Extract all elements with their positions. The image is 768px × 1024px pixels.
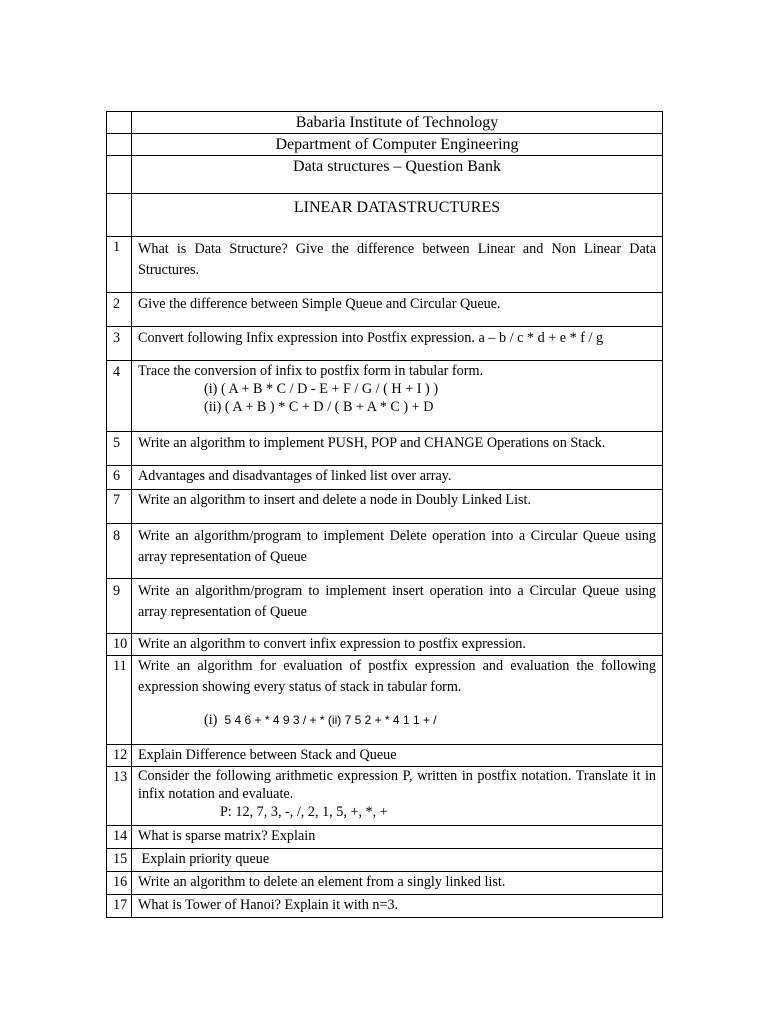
institute-name: Babaria Institute of Technology: [132, 112, 663, 134]
question-text: Explain Difference between Stack and Queue: [132, 745, 663, 767]
number-cell: [107, 194, 132, 237]
question-bank-table: [106, 111, 663, 918]
sub-question-prefix: (i): [204, 712, 218, 728]
question-cell: [132, 767, 663, 826]
question-text: Convert following Infix expression into Postfix expression. a – b / c * d + e * f / g: [132, 327, 663, 361]
question-row: [107, 524, 663, 579]
header-row: [107, 112, 663, 134]
question-cell: [132, 361, 663, 432]
question-text: Write an algorithm to delete an element from a singly linked list.: [132, 872, 663, 895]
number-cell: [107, 112, 132, 134]
question-text: What is Data Structure? Give the difference between Linear and Non Linear Data Structures.: [132, 237, 663, 293]
question-number: 8: [107, 524, 132, 579]
question-row: [107, 579, 663, 634]
number-cell: [107, 156, 132, 194]
question-text: Write an algorithm/program to implement Delete operation into a Circular Queue using array representation of Queue: [132, 524, 663, 579]
question-text: Write an algorithm to insert and delete a node in Doubly Linked List.: [132, 490, 663, 524]
question-number: 13: [107, 767, 132, 826]
question-row: [107, 432, 663, 466]
question-row: [107, 293, 663, 327]
department-name: Department of Computer Engineering: [132, 134, 663, 156]
question-text: Trace the conversion of infix to postfix form in tabular form.: [138, 363, 484, 379]
question-text: Write an algorithm for evaluation of postfix expression and evaluation the following expression showing every status of stack in tabular form.: [138, 658, 656, 695]
question-number: 12: [107, 745, 132, 767]
question-number: 4: [107, 361, 132, 432]
question-number: 1: [107, 237, 132, 293]
question-number: 2: [107, 293, 132, 327]
question-number: 17: [107, 895, 132, 918]
section-title: LINEAR DATASTRUCTURES: [132, 194, 663, 237]
question-row: [107, 361, 663, 432]
question-number: 6: [107, 466, 132, 490]
bank-title: Data structures – Question Bank: [132, 156, 663, 194]
question-number: 16: [107, 872, 132, 895]
question-text: Advantages and disadvantages of linked list over array.: [132, 466, 663, 490]
question-row: [107, 656, 663, 745]
question-text: What is sparse matrix? Explain: [132, 826, 663, 849]
question-number: 9: [107, 579, 132, 634]
question-number: 3: [107, 327, 132, 361]
sub-question: (i) ( A + B * C / D - E + F / G / ( H + I ) ): [204, 381, 439, 397]
question-row: [107, 237, 663, 293]
question-row: [107, 872, 663, 895]
sub-question: P: 12, 7, 3, -, /, 2, 1, 5, +, *, +: [220, 804, 388, 820]
question-row: [107, 895, 663, 918]
header-row: [107, 134, 663, 156]
number-cell: [107, 134, 132, 156]
question-text: Write an algorithm to implement PUSH, POP and CHANGE Operations on Stack.: [132, 432, 663, 466]
question-number: 14: [107, 826, 132, 849]
question-row: [107, 327, 663, 361]
question-row: [107, 490, 663, 524]
question-number: 15: [107, 849, 132, 872]
question-number: 10: [107, 634, 132, 656]
question-row: [107, 745, 663, 767]
header-row: [107, 156, 663, 194]
question-row: [107, 466, 663, 490]
question-row: [107, 634, 663, 656]
question-text: Write an algorithm to convert infix expression to postfix expression.: [132, 634, 663, 656]
question-number: 7: [107, 490, 132, 524]
sub-question: [138, 710, 656, 731]
question-number: 11: [107, 656, 132, 745]
question-row: [107, 849, 663, 872]
question-row: [107, 767, 663, 826]
question-text: Consider the following arithmetic expression P, written in postfix notation. Translate it in infix notation and evaluate.: [138, 768, 656, 802]
section-row: [107, 194, 663, 237]
question-cell: [132, 656, 663, 745]
question-text: Give the difference between Simple Queue and Circular Queue.: [132, 293, 663, 327]
question-number: 5: [107, 432, 132, 466]
question-text: What is Tower of Hanoi? Explain it with n=3.: [132, 895, 663, 918]
sub-question: (ii) ( A + B ) * C + D / ( B + A * C ) + D: [204, 399, 434, 415]
question-text: Explain priority queue: [132, 849, 663, 872]
postfix-expressions: 5 4 6 + * 4 9 3 / + * (ii) 7 5 2 + * 4 1 1 + /: [224, 713, 437, 727]
question-text: Write an algorithm/program to implement insert operation into a Circular Queue using array representation of Queue: [132, 579, 663, 634]
question-row: [107, 826, 663, 849]
